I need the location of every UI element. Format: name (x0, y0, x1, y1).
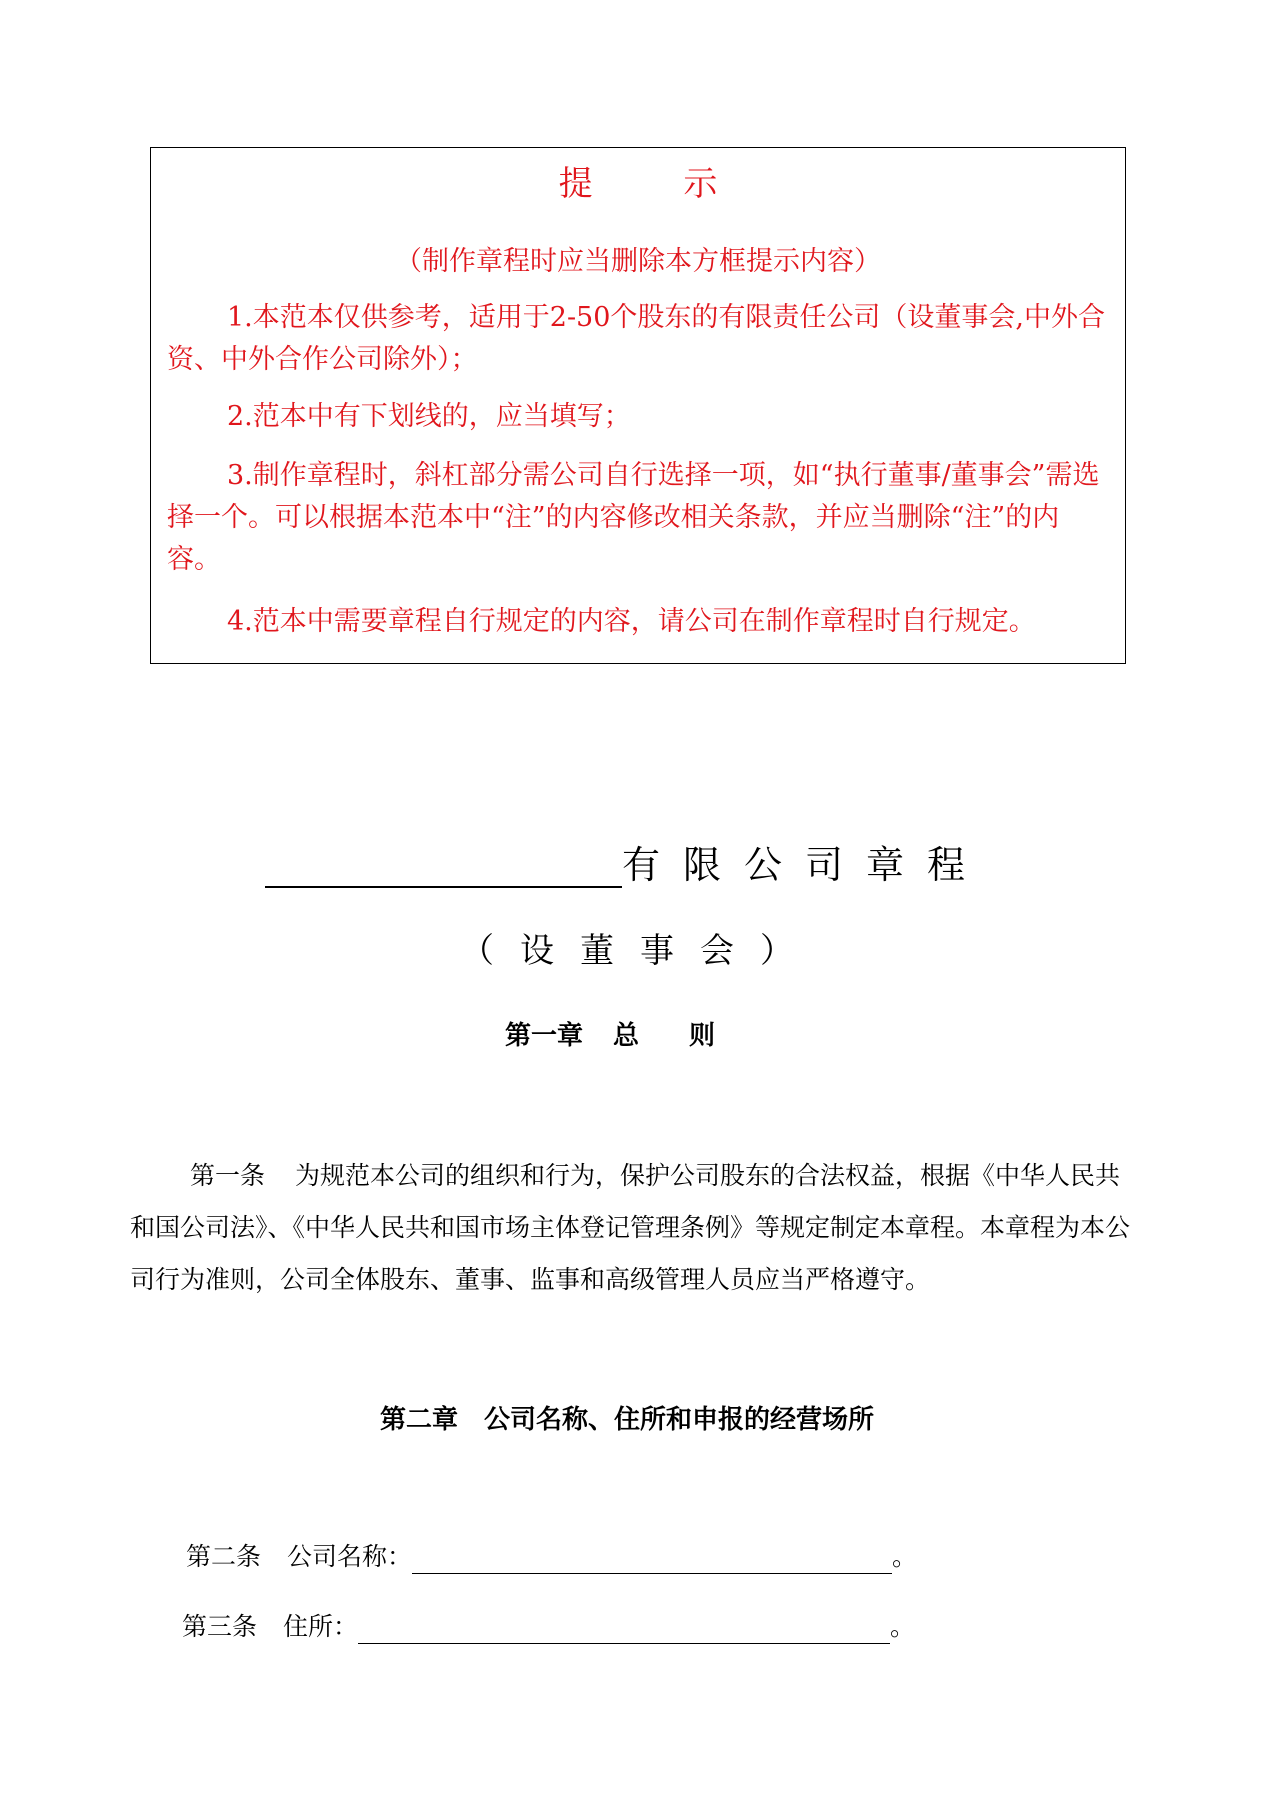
chapter-1-heading (505, 1019, 715, 1053)
document-title-text: 有限公司章程 (622, 843, 989, 887)
chapter-2-heading (380, 1403, 874, 1437)
notice-item-2: 2.范本中有下划线的，应当填写； (227, 401, 631, 432)
notice-item-4: 4.范本中需要章程自行规定的内容，请公司在制作章程时自行规定。 (227, 606, 1036, 637)
document-title (0, 842, 1280, 892)
address-field[interactable] (358, 1613, 890, 1644)
article-2-number: 第二条 (186, 1542, 262, 1571)
article-1-text: 为规范本公司的组织和行为，保护公司股东的合法权益，根据《中华人民共和国公司法》、《中华人民共和国市场主体登记管理条例》等规定制定本章程。本章程为本公司行为准则，公司全体股东、董事、监事和高级管理人员应当严格遵守。 (130, 1161, 1131, 1294)
chapter-1-number: 第一章 (505, 1021, 584, 1051)
notice-item-1: 1.本范本仅供参考，适用于2-50个股东的有限责任公司（设董事会,中外合资、中外合作公司除外）； (167, 302, 1105, 375)
company-name-blank[interactable] (265, 886, 622, 888)
article-2-end: 。 (892, 1542, 918, 1571)
article-1-number: 第一条 (190, 1161, 266, 1190)
article-3-end: 。 (890, 1612, 916, 1641)
chapter-2-name: 公司名称、住所和申报的经营场所 (484, 1405, 875, 1435)
chapter-1-name-b: 则 (689, 1021, 716, 1051)
article-2 (186, 1540, 917, 1574)
chapter-1-name-a: 总 (613, 1021, 640, 1051)
article-3-label: 住所： (283, 1612, 359, 1641)
notice-subtitle: （制作章程时应当删除本方框提示内容） (395, 246, 881, 277)
company-name-field[interactable] (412, 1543, 892, 1574)
notice-title: 提 示 (558, 164, 758, 204)
article-2-label: 公司名称： (287, 1542, 413, 1571)
article-1 (130, 1150, 1130, 1306)
notice-item-3: 3.制作章程时，斜杠部分需公司自行选择一项，如“执行董事/董事会”需选择一个。可以根据本范本中“注”的内容修改相关条款，并应当删除“注”的内容。 (167, 460, 1100, 575)
article-3 (182, 1610, 915, 1644)
notice-box (150, 147, 1126, 664)
chapter-2-number: 第二章 (380, 1405, 459, 1435)
article-3-number: 第三条 (182, 1612, 258, 1641)
document-subtitle: （设董事会） (460, 931, 820, 971)
